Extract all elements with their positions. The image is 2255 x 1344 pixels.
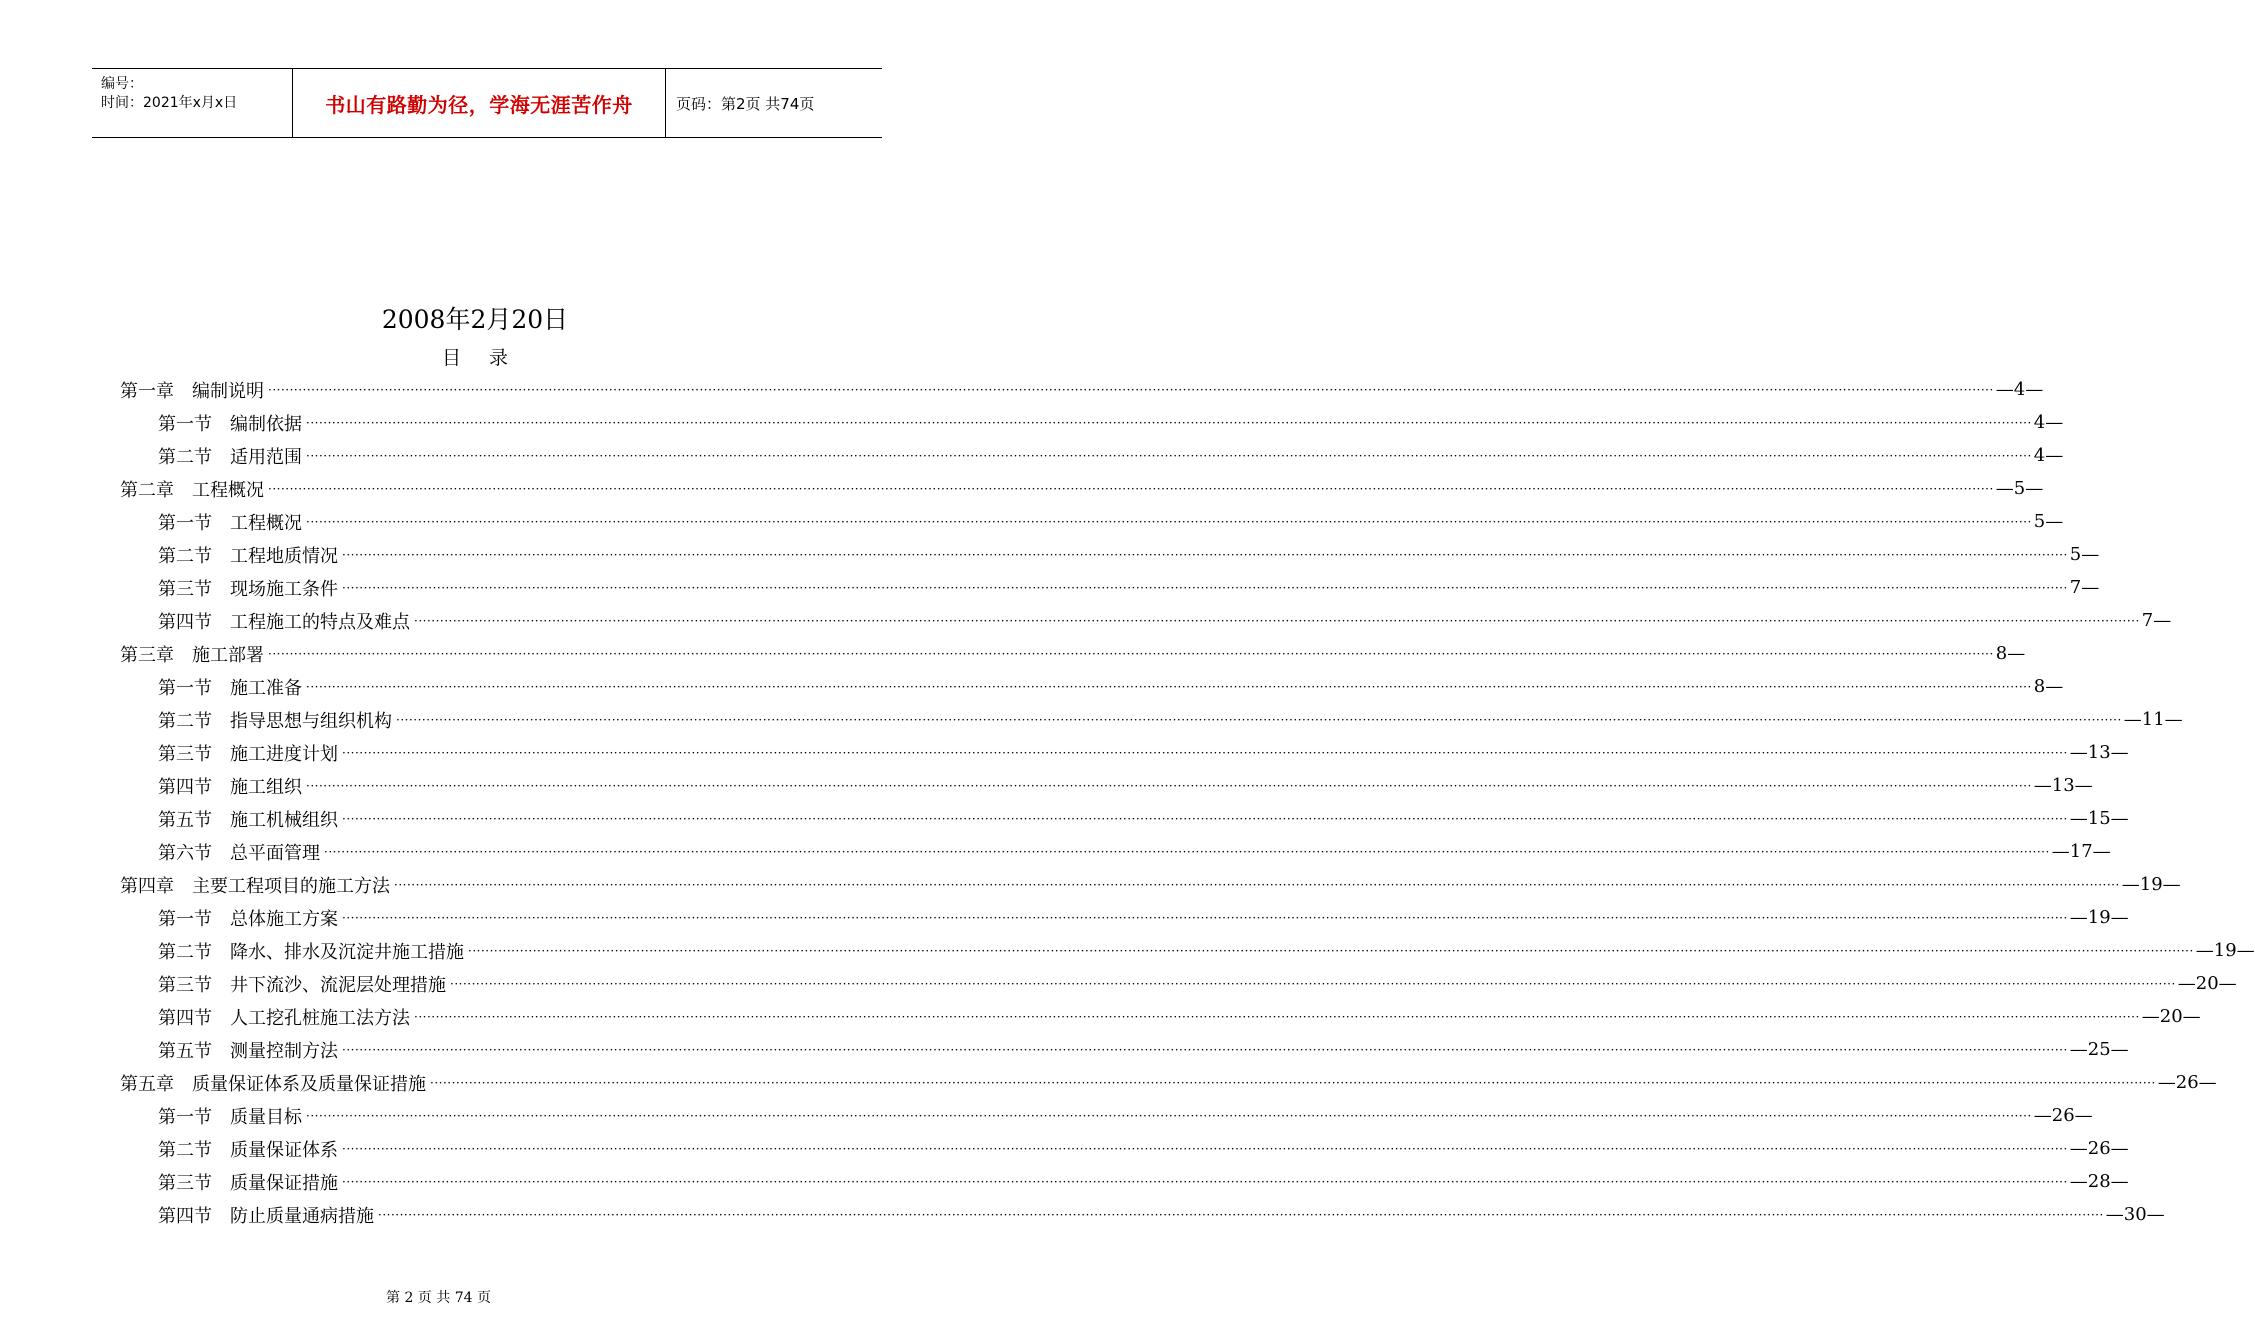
toc-entry-label: 第三节 现场施工条件: [158, 578, 338, 600]
toc-leader-dots: ················································································································································································································································································································································································································: [450, 976, 2176, 991]
toc-entry[interactable]: [158, 571, 2100, 604]
toc-entry-page: —26—: [2033, 1105, 2093, 1126]
header-motto: 书山有路勤为径，学海无涯苦作舟: [325, 92, 633, 117]
toc-entry-label: 第二节 降水、排水及沉淀井施工措施: [158, 941, 464, 963]
toc-entry[interactable]: [158, 538, 2100, 571]
toc-leader-dots: ················································································································································································································································································································································································································: [306, 1108, 2032, 1123]
toc-entry-label: 第一节 质量目标: [158, 1106, 302, 1128]
toc-entry-page: 7—: [2141, 610, 2172, 631]
toc-entry-page: 8—: [1995, 643, 2026, 664]
toc-entry-label: 第一节 总体施工方案: [158, 908, 338, 930]
toc-leader-dots: ················································································································································································································································································································································································································: [414, 613, 2140, 628]
toc-entry-label: 第二章 工程概况: [120, 479, 264, 501]
header-motto-cell: [293, 69, 666, 137]
toc-entry-label: 第四节 施工组织: [158, 776, 302, 798]
toc-leader-dots: ················································································································································································································································································································································································································: [394, 877, 2120, 892]
toc-entry-page: —20—: [2177, 973, 2237, 994]
toc-entry-label: 第四章 主要工程项目的施工方法: [120, 875, 390, 897]
toc-leader-dots: ················································································································································································································································································································································································································: [378, 1207, 2104, 1222]
toc-entry[interactable]: [120, 472, 2044, 505]
toc-leader-dots: ················································································································································································································································································································································································································: [430, 1075, 2156, 1090]
toc-entry-label: 第四节 工程施工的特点及难点: [158, 611, 410, 633]
page-header: [92, 68, 882, 138]
toc-leader-dots: ················································································································································································································································································································································································································: [396, 712, 2122, 727]
toc-entry-label: 第五章 质量保证体系及质量保证措施: [120, 1073, 426, 1095]
toc-entry-page: —26—: [2157, 1072, 2217, 1093]
toc-entry-label: 第一节 工程概况: [158, 512, 302, 534]
toc-entry[interactable]: [158, 967, 2237, 1000]
toc-leader-dots: ················································································································································································································································································································································································································: [306, 679, 2032, 694]
toc-leader-dots: ················································································································································································································································································································································································································: [324, 844, 2050, 859]
toc-leader-dots: ················································································································································································································································································································································································································: [342, 745, 2068, 760]
toc-entry-page: 5—: [2069, 544, 2100, 565]
toc-entry-page: —26—: [2069, 1138, 2129, 1159]
toc-entry-label: 第二节 质量保证体系: [158, 1139, 338, 1161]
toc-entry-label: 第六节 总平面管理: [158, 842, 320, 864]
toc-entry[interactable]: [158, 802, 2129, 835]
toc-entry-label: 第二节 指导思想与组织机构: [158, 710, 392, 732]
toc-entry-page: —25—: [2069, 1039, 2129, 1060]
toc-leader-dots: ················································································································································································································································································································································································································: [342, 1174, 2068, 1189]
toc-leader-dots: ················································································································································································································································································································································································································: [306, 778, 2032, 793]
toc-entry-page: —19—: [2121, 874, 2181, 895]
toc-entry-label: 第一章 编制说明: [120, 380, 264, 402]
toc-leader-dots: ················································································································································································································································································································································································································: [342, 811, 2068, 826]
toc-leader-dots: ················································································································································································································································································································································································································: [306, 514, 2032, 529]
toc-entry[interactable]: [158, 1165, 2129, 1198]
page-footer: 第 2 页 共 74 页: [386, 1290, 491, 1306]
toc-entry-page: —5—: [1995, 478, 2044, 499]
header-number-label: 编号：: [101, 76, 143, 92]
toc-entry-label: 第二节 适用范围: [158, 446, 302, 468]
toc-entry-page: 8—: [2033, 676, 2064, 697]
toc-entry-label: 第三节 施工进度计划: [158, 743, 338, 765]
toc-entry-page: —30—: [2105, 1204, 2165, 1225]
toc-entry[interactable]: [158, 1198, 2165, 1231]
toc-leader-dots: ················································································································································································································································································································································································································: [342, 547, 2068, 562]
toc-entry-page: 4—: [2033, 445, 2064, 466]
toc-entry-page: —11—: [2123, 709, 2183, 730]
toc-leader-dots: ················································································································································································································································································································································································································: [414, 1009, 2140, 1024]
toc-entry-label: 第三节 质量保证措施: [158, 1172, 338, 1194]
toc-entry-page: 5—: [2033, 511, 2064, 532]
toc-entry-label: 第四节 防止质量通病措施: [158, 1205, 374, 1227]
toc-entry[interactable]: [158, 1132, 2129, 1165]
toc-entry[interactable]: [158, 736, 2129, 769]
toc-leader-dots: ················································································································································································································································································································································································································: [268, 646, 1994, 661]
toc-entry[interactable]: [158, 835, 2111, 868]
toc-entry[interactable]: [158, 901, 2129, 934]
toc-entry-page: 4—: [2033, 412, 2064, 433]
toc-entry[interactable]: [158, 769, 2093, 802]
toc-entry-label: 第五节 施工机械组织: [158, 809, 338, 831]
toc-entry-page: —28—: [2069, 1171, 2129, 1192]
toc-entry-label: 第三节 井下流沙、流泥层处理措施: [158, 974, 446, 996]
header-info-cell: [92, 69, 293, 137]
toc-entry-page: —17—: [2051, 841, 2111, 862]
toc-entry[interactable]: [158, 1000, 2201, 1033]
toc-leader-dots: ················································································································································································································································································································································································································: [342, 910, 2068, 925]
header-page-label: 页码：第2页 共74页: [676, 94, 815, 113]
toc-entry[interactable]: [158, 1033, 2129, 1066]
toc-entry[interactable]: [158, 703, 2183, 736]
toc-entry-page: —15—: [2069, 808, 2129, 829]
toc-entry-page: —13—: [2069, 742, 2129, 763]
toc-entry-label: 第五节 测量控制方法: [158, 1040, 338, 1062]
header-time-label: 时间：2021年x月x日: [101, 95, 238, 111]
toc-entry[interactable]: [120, 637, 2026, 670]
toc-entry[interactable]: [158, 1099, 2093, 1132]
toc-entry[interactable]: [120, 373, 2044, 406]
toc-entry[interactable]: [158, 670, 2064, 703]
toc-entry-page: —20—: [2141, 1006, 2201, 1027]
toc-leader-dots: ················································································································································································································································································································································································································: [306, 448, 2032, 463]
toc-entry-label: 第四节 人工挖孔桩施工法方法: [158, 1007, 410, 1029]
toc-entry-page: —4—: [1995, 379, 2044, 400]
toc-entry-label: 第一节 施工准备: [158, 677, 302, 699]
toc-entry-page: 7—: [2069, 577, 2100, 598]
toc-leader-dots: ················································································································································································································································································································································································································: [306, 415, 2032, 430]
toc-entry-page: —13—: [2033, 775, 2093, 796]
toc-entry[interactable]: [120, 1066, 2217, 1099]
toc-entry[interactable]: [120, 868, 2181, 901]
toc-entry-page: —19—: [2069, 907, 2129, 928]
toc-entry-page: —19—: [2195, 940, 2255, 961]
toc-leader-dots: ················································································································································································································································································································································································································: [342, 1141, 2068, 1156]
toc-leader-dots: ················································································································································································································································································································································································································: [468, 943, 2194, 958]
toc-entry[interactable]: [158, 934, 2255, 967]
toc-leader-dots: ················································································································································································································································································································································································································: [268, 382, 1994, 397]
toc-entry-label: 第二节 工程地质情况: [158, 545, 338, 567]
toc-entry-label: 第一节 编制依据: [158, 413, 302, 435]
document-date: 2008年2月20日: [381, 305, 569, 334]
toc-entry[interactable]: [158, 604, 2172, 637]
toc-title: 目录: [441, 347, 536, 369]
toc-entry-label: 第三章 施工部署: [120, 644, 264, 666]
toc-leader-dots: ················································································································································································································································································································································································································: [268, 481, 1994, 496]
toc-entry[interactable]: [158, 505, 2064, 538]
toc-entry[interactable]: [158, 439, 2064, 472]
header-page-cell: [666, 69, 882, 137]
toc-leader-dots: ················································································································································································································································································································································································································: [342, 580, 2068, 595]
toc-leader-dots: ················································································································································································································································································································································································································: [342, 1042, 2068, 1057]
toc-entry[interactable]: [158, 406, 2064, 439]
